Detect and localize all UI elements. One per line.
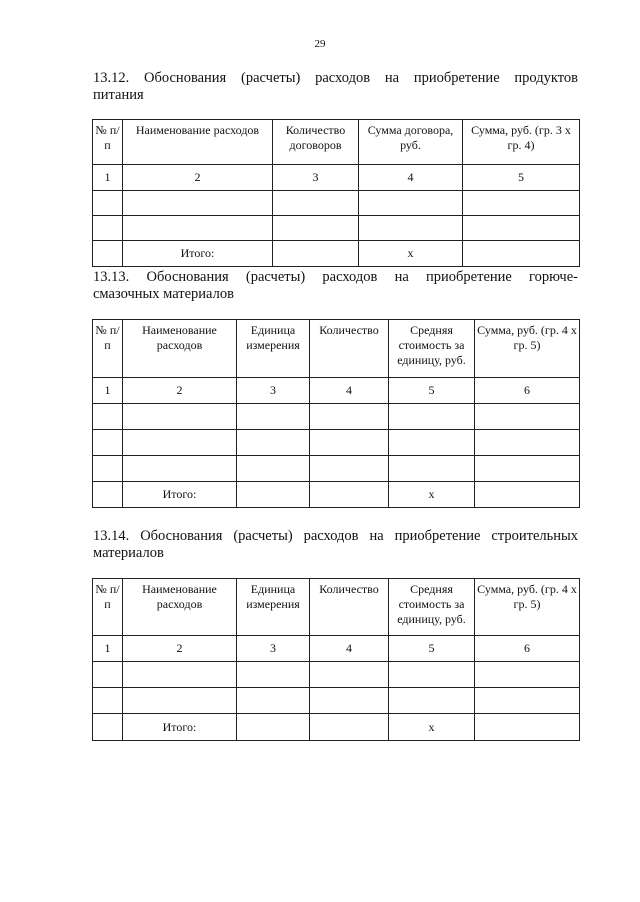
section-14-heading xyxy=(93,528,578,562)
empty-cell[interactable] xyxy=(123,456,237,482)
empty-cell[interactable] xyxy=(123,688,237,714)
header-cell: Наименование расходов xyxy=(123,320,237,378)
empty-cell[interactable] xyxy=(359,216,463,241)
empty-cell xyxy=(93,482,123,508)
column-number: 4 xyxy=(310,636,389,662)
section-12-heading-line2: питания xyxy=(93,87,144,103)
total-mark: х xyxy=(389,714,475,741)
total-row xyxy=(93,714,580,741)
column-number: 6 xyxy=(475,378,580,404)
column-number: 1 xyxy=(93,378,123,404)
table-row xyxy=(93,191,580,216)
column-number: 2 xyxy=(123,165,273,191)
header-cell: Средняя стоимость за единицу, руб. xyxy=(389,579,475,636)
section-13-heading-line2: смазочных материалов xyxy=(93,286,234,302)
empty-cell[interactable] xyxy=(389,662,475,688)
header-cell: Наименование расходов xyxy=(123,120,273,165)
column-number: 3 xyxy=(237,636,310,662)
table-row xyxy=(93,662,580,688)
empty-cell[interactable] xyxy=(475,662,580,688)
page-number: 29 xyxy=(314,38,326,50)
section-12-heading xyxy=(93,70,578,104)
header-cell: Средняя стоимость за единицу, руб. xyxy=(389,320,475,378)
empty-cell[interactable] xyxy=(93,662,123,688)
empty-cell[interactable] xyxy=(310,688,389,714)
empty-cell[interactable] xyxy=(93,216,123,241)
empty-cell[interactable] xyxy=(463,191,580,216)
empty-cell[interactable] xyxy=(475,688,580,714)
empty-cell[interactable] xyxy=(475,456,580,482)
total-mark: х xyxy=(389,482,475,508)
empty-cell[interactable] xyxy=(237,714,310,741)
section-13-heading xyxy=(93,269,578,303)
table-header-row xyxy=(93,320,580,378)
empty-cell[interactable] xyxy=(310,456,389,482)
table-row xyxy=(93,430,580,456)
header-cell: Единица измерения xyxy=(237,320,310,378)
empty-cell[interactable] xyxy=(123,662,237,688)
empty-cell[interactable] xyxy=(93,404,123,430)
section-14-heading-line2: материалов xyxy=(93,545,164,561)
column-number: 4 xyxy=(359,165,463,191)
column-number: 3 xyxy=(273,165,359,191)
empty-cell[interactable] xyxy=(237,688,310,714)
header-cell: Количество xyxy=(310,320,389,378)
header-cell: Сумма, руб. (гр. 4 х гр. 5) xyxy=(475,320,580,378)
section-13-heading-line1: 13.13. Обоснования (расчеты) расходов на приобретение горюче- xyxy=(93,269,578,285)
empty-cell[interactable] xyxy=(123,191,273,216)
total-label: Итого: xyxy=(123,241,273,267)
fuel-expenses-table xyxy=(92,319,580,508)
empty-cell xyxy=(93,714,123,741)
empty-cell[interactable] xyxy=(273,191,359,216)
total-row xyxy=(93,482,580,508)
header-cell: Сумма, руб. (гр. 3 х гр. 4) xyxy=(463,120,580,165)
column-number: 3 xyxy=(237,378,310,404)
empty-cell[interactable] xyxy=(237,430,310,456)
header-cell: Количество xyxy=(310,579,389,636)
empty-cell[interactable] xyxy=(475,404,580,430)
table-header-row xyxy=(93,579,580,636)
empty-cell[interactable] xyxy=(237,456,310,482)
column-number-row xyxy=(93,378,580,404)
header-cell: Единица измерения xyxy=(237,579,310,636)
table-row xyxy=(93,216,580,241)
column-number: 4 xyxy=(310,378,389,404)
empty-cell[interactable] xyxy=(237,404,310,430)
column-number: 1 xyxy=(93,636,123,662)
empty-cell[interactable] xyxy=(273,216,359,241)
empty-cell[interactable] xyxy=(93,688,123,714)
construction-materials-table xyxy=(92,578,580,741)
empty-cell[interactable] xyxy=(310,662,389,688)
empty-cell[interactable] xyxy=(273,241,359,267)
total-row xyxy=(93,241,580,267)
column-number: 5 xyxy=(463,165,580,191)
empty-cell[interactable] xyxy=(389,404,475,430)
column-number-row xyxy=(93,636,580,662)
empty-cell[interactable] xyxy=(93,456,123,482)
header-cell: № п/п xyxy=(93,579,123,636)
empty-cell[interactable] xyxy=(463,216,580,241)
empty-cell[interactable] xyxy=(389,688,475,714)
empty-cell[interactable] xyxy=(475,714,580,741)
total-label: Итого: xyxy=(123,482,237,508)
empty-cell[interactable] xyxy=(237,662,310,688)
empty-cell[interactable] xyxy=(123,430,237,456)
empty-cell[interactable] xyxy=(310,404,389,430)
empty-cell[interactable] xyxy=(93,191,123,216)
empty-cell[interactable] xyxy=(463,241,580,267)
empty-cell[interactable] xyxy=(310,430,389,456)
empty-cell[interactable] xyxy=(123,404,237,430)
total-mark: х xyxy=(359,241,463,267)
column-number: 2 xyxy=(123,378,237,404)
table-row xyxy=(93,688,580,714)
empty-cell[interactable] xyxy=(237,482,310,508)
total-label: Итого: xyxy=(123,714,237,741)
column-number: 5 xyxy=(389,636,475,662)
empty-cell[interactable] xyxy=(359,191,463,216)
section-12-heading-line1: 13.12. Обоснования (расчеты) расходов на приобретение продуктов xyxy=(93,70,578,86)
column-number: 6 xyxy=(475,636,580,662)
empty-cell[interactable] xyxy=(389,430,475,456)
empty-cell[interactable] xyxy=(93,430,123,456)
empty-cell[interactable] xyxy=(123,216,273,241)
header-cell: № п/п xyxy=(93,120,123,165)
header-cell: № п/п xyxy=(93,320,123,378)
column-number: 5 xyxy=(389,378,475,404)
header-cell: Количество договоров xyxy=(273,120,359,165)
section-14-heading-line1: 13.14. Обоснования (расчеты) расходов на приобретение строительных xyxy=(93,528,578,544)
empty-cell[interactable] xyxy=(310,714,389,741)
header-cell: Сумма, руб. (гр. 4 х гр. 5) xyxy=(475,579,580,636)
header-cell: Наименование расходов xyxy=(123,579,237,636)
column-number: 1 xyxy=(93,165,123,191)
column-number: 2 xyxy=(123,636,237,662)
empty-cell[interactable] xyxy=(389,456,475,482)
food-expenses-table xyxy=(92,119,580,267)
empty-cell[interactable] xyxy=(475,482,580,508)
header-cell: Сумма договора, руб. xyxy=(359,120,463,165)
table-header-row xyxy=(93,120,580,165)
table-row xyxy=(93,404,580,430)
table-row xyxy=(93,456,580,482)
empty-cell[interactable] xyxy=(310,482,389,508)
empty-cell[interactable] xyxy=(475,430,580,456)
column-number-row xyxy=(93,165,580,191)
empty-cell xyxy=(93,241,123,267)
